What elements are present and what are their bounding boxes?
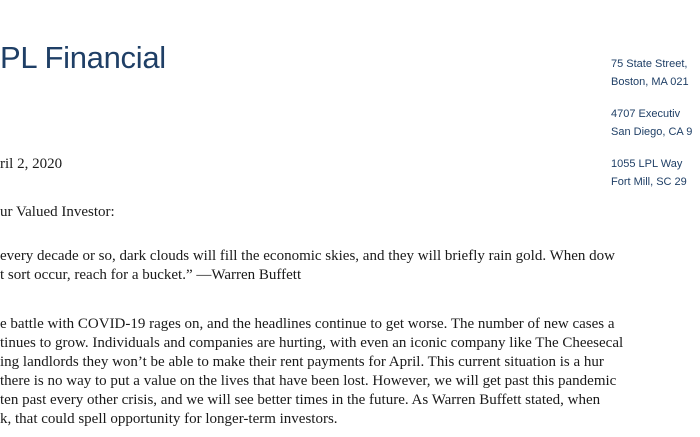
address-line: 1055 LPL Way [611, 158, 683, 170]
address-line: Boston, MA 021 [611, 76, 689, 88]
letter-salutation: ur Valued Investor: [0, 204, 115, 220]
address-line: Fort Mill, SC 29 [611, 176, 687, 188]
company-logo: PL Financial [0, 40, 166, 75]
address-line: 4707 Executiv [611, 108, 681, 120]
text-line: ten past every other crisis, and we will see better times in the future. As Warren Buffett stated, when [0, 392, 601, 408]
body-paragraph [0, 315, 623, 429]
address-line: 75 State Street, [611, 58, 688, 70]
office-address-fort-mill [611, 155, 687, 191]
office-address-san-diego [611, 105, 692, 141]
address-line: San Diego, CA 9 [611, 126, 693, 138]
text-line: t sort occur, reach for a bucket.” —Warren Buffett [0, 267, 302, 283]
letter-date: ril 2, 2020 [0, 156, 63, 172]
text-line: tinues to grow. Individuals and companies are hurting, with even an iconic company like The Cheesecal [0, 335, 624, 351]
text-line: every decade or so, dark clouds will fill the economic skies, and they will briefly rain gold. When dow [0, 248, 615, 264]
text-line: e battle with COVID-19 rages on, and the headlines continue to get worse. The number of new cases a [0, 316, 615, 332]
text-line: there is no way to put a value on the lives that have been lost. However, we will get past this pandemic [0, 373, 617, 389]
office-address-boston [611, 55, 689, 91]
quote-paragraph [0, 247, 615, 285]
text-line: k, that could spell opportunity for longer-term investors. [0, 411, 338, 427]
text-line: ing landlords they won’t be able to make their rent payments for April. This current situation is a hur [0, 354, 604, 370]
